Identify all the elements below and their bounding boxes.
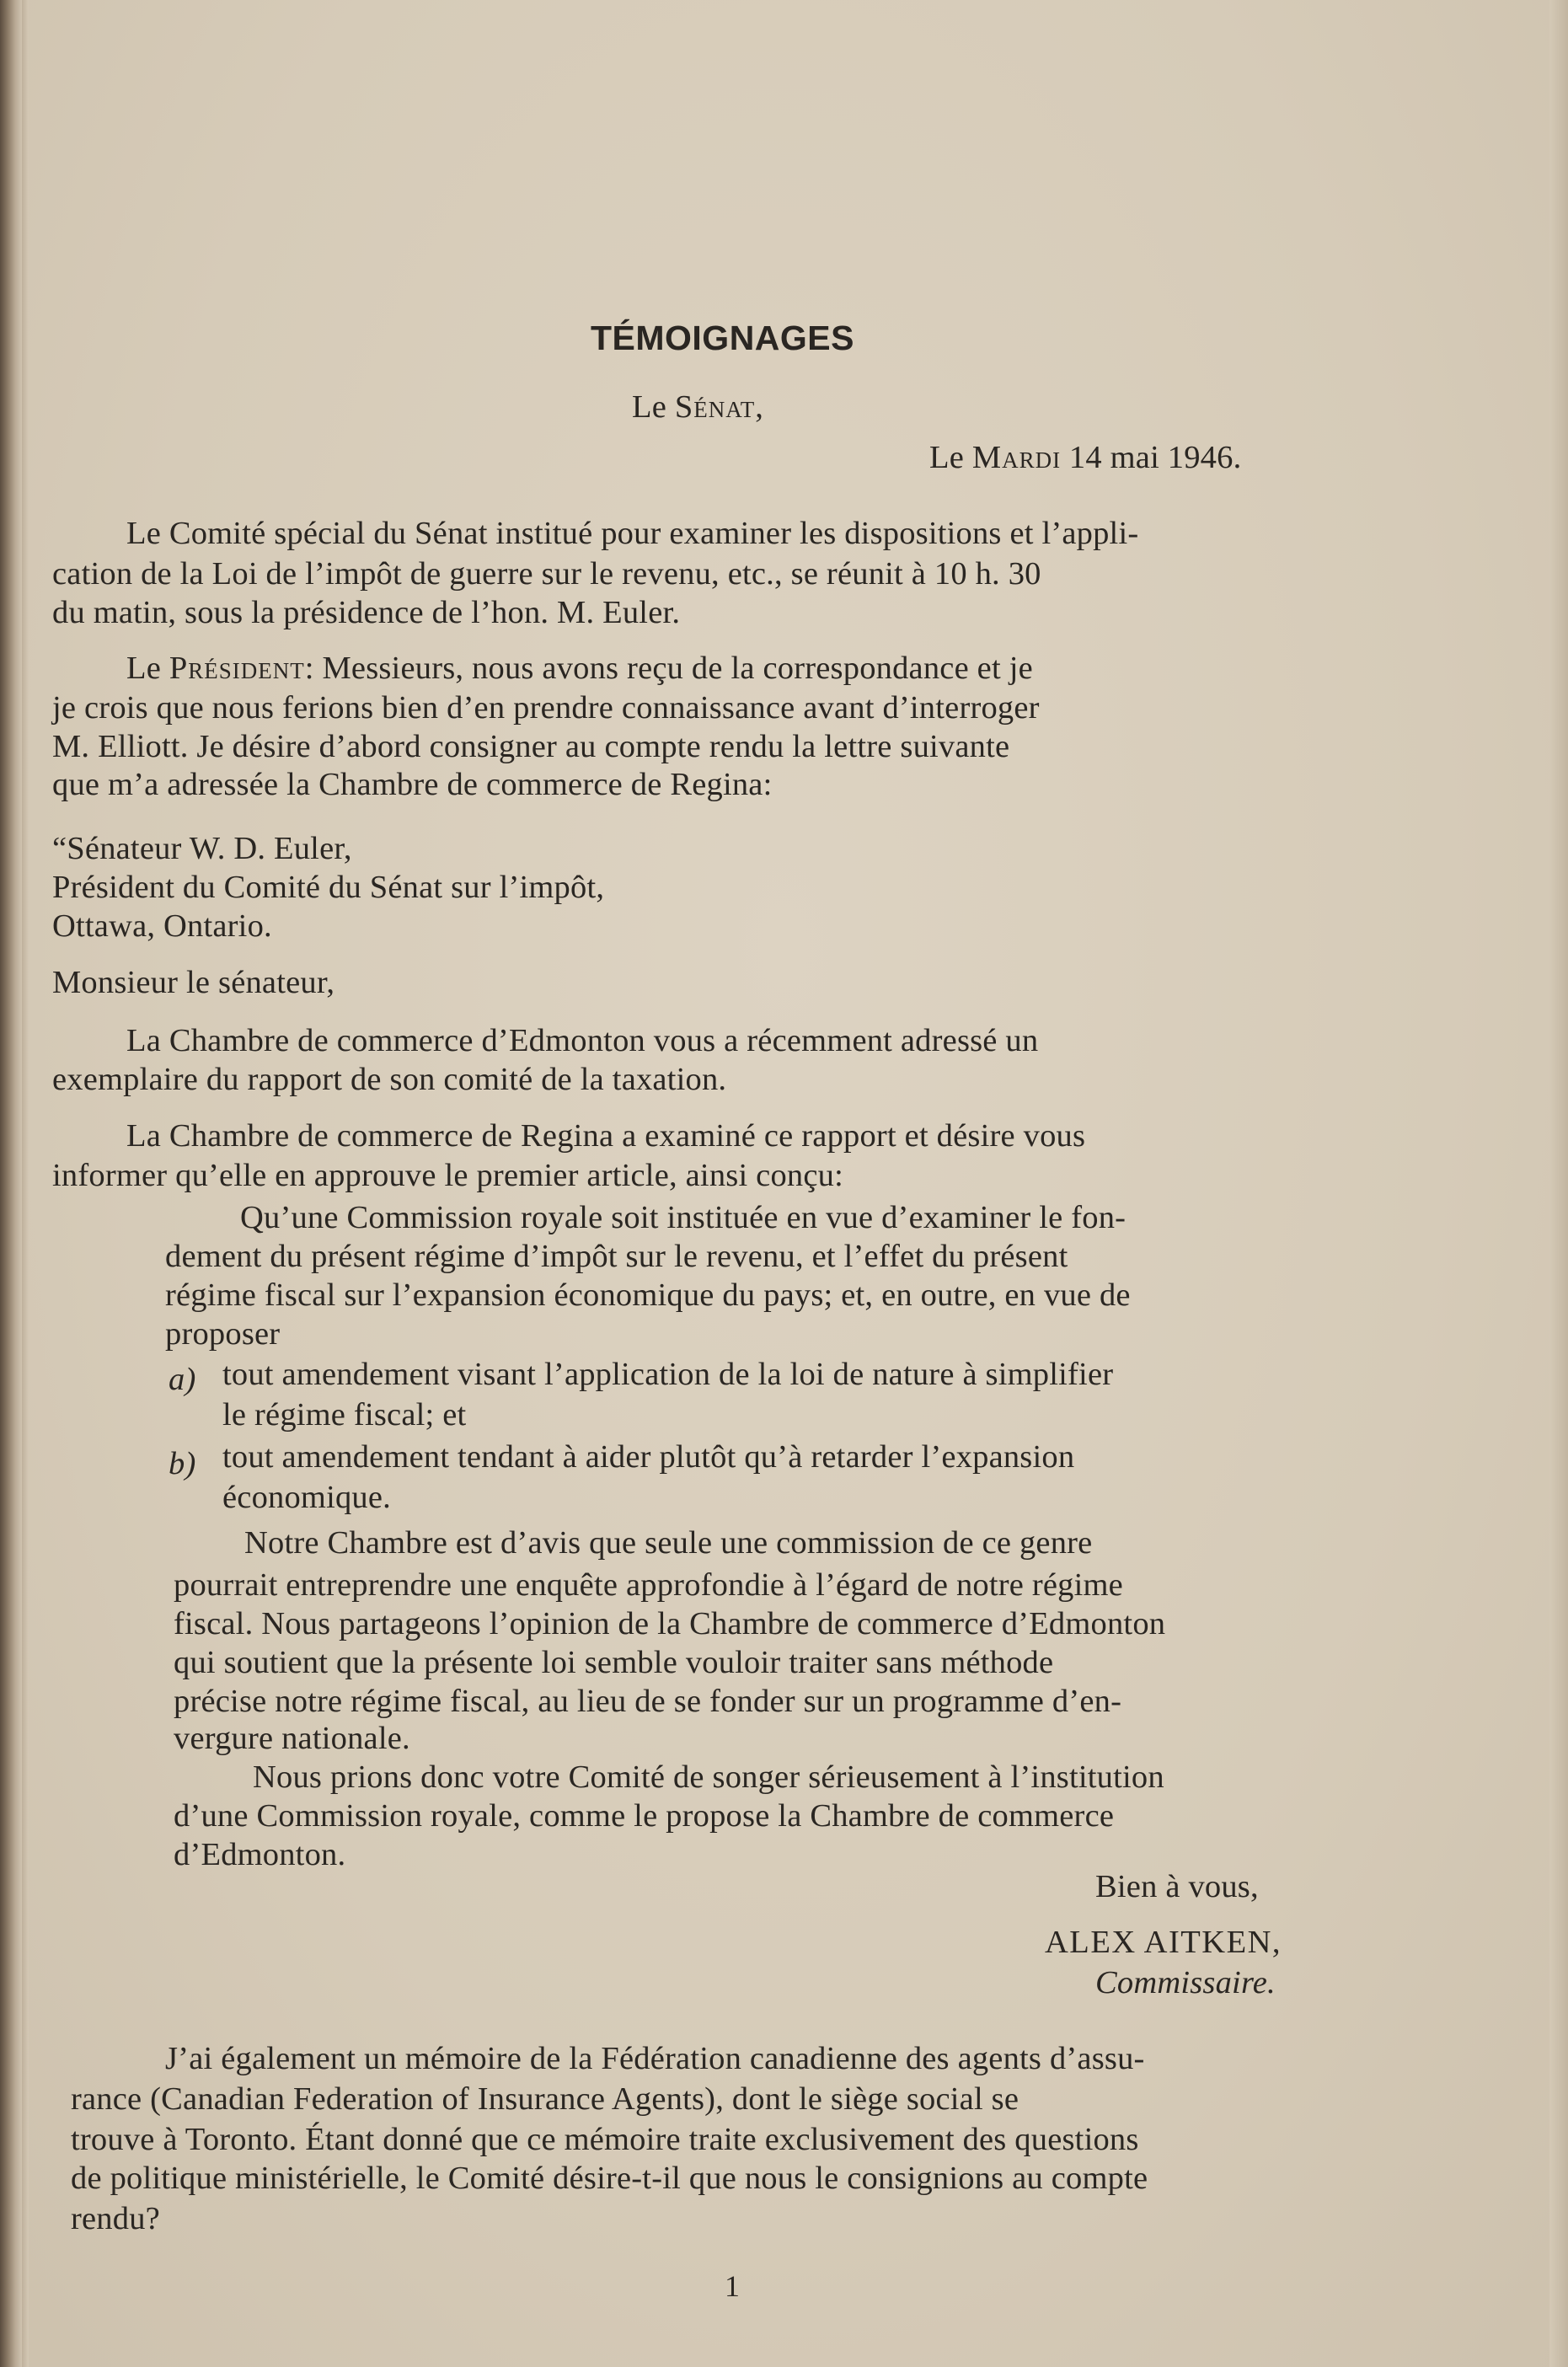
letter-paragraph-line: La Chambre de commerce d’Edmonton vous a récemment adressé un (126, 1023, 1039, 1058)
quoted-paragraph-line: d’Edmonton. (174, 1837, 346, 1872)
item-a-label: a) (169, 1362, 196, 1397)
page-right-edge (1549, 0, 1568, 2367)
letter-address-line: “Sénateur W. D. Euler, (52, 831, 352, 866)
quoted-paragraph-line: Nous prions donc votre Comité de songer sérieusement à l’institution (253, 1759, 1164, 1795)
quoted-article-line: Qu’une Commission royale soit instituée en vue d’examiner le fon- (240, 1200, 1126, 1235)
final-paragraph-line: rendu? (71, 2201, 160, 2236)
quoted-article-line: régime fiscal sur l’expansion économique du pays; et, en outre, en vue de (165, 1277, 1131, 1313)
letter-paragraph-line: exemplaire du rapport de son comité de la taxation. (52, 1062, 727, 1097)
letter-paragraph-line: informer qu’elle en approuve le premier article, ainsi conçu: (52, 1158, 844, 1193)
president-speech-line: M. Elliott. Je désire d’abord consigner au compte rendu la lettre suivante (52, 729, 1010, 764)
letter-address-line: Ottawa, Ontario. (52, 908, 272, 944)
date-line: Le Mardi 14 mai 1946. (929, 440, 1242, 475)
letter-paragraph-line: La Chambre de commerce de Regina a examiné ce rapport et désire vous (126, 1118, 1086, 1154)
page-title: TÉMOIGNAGES (590, 319, 855, 357)
signer-title: Commissaire. (1095, 1965, 1276, 2000)
letter-closing: Bien à vous, (1095, 1869, 1259, 1904)
final-paragraph-line: J’ai également un mémoire de la Fédération canadienne des agents d’assu- (165, 2041, 1145, 2076)
item-b-line: économique. (222, 1480, 391, 1515)
final-paragraph-line: rance (Canadian Federation of Insurance Agents), dont le siège social se (71, 2081, 1019, 2117)
president-speech-first-line: Le Président: Messieurs, nous avons reçu de la correspondance et je (126, 651, 1033, 686)
intro-line: cation de la Loi de l’impôt de guerre sur le revenu, etc., se réunit à 10 h. 30 (52, 556, 1041, 592)
quoted-paragraph-line: qui soutient que la présente loi semble vouloir traiter sans méthode (174, 1645, 1054, 1680)
intro-line: du matin, sous la présidence de l’hon. M. Euler. (52, 595, 681, 630)
president-speech-line: je crois que nous ferions bien d’en prendre connaissance avant d’interroger (52, 690, 1040, 726)
item-b-line: tout amendement tendant à aider plutôt qu’à retarder l’expansion (222, 1439, 1075, 1475)
quoted-paragraph-line: vergure nationale. (174, 1721, 410, 1756)
quoted-article-line: proposer (165, 1316, 281, 1352)
quoted-paragraph-line: précise notre régime fiscal, au lieu de se fonder sur un programme d’en- (174, 1684, 1122, 1719)
quoted-article-line: dement du présent régime d’impôt sur le revenu, et l’effet du présent (165, 1239, 1068, 1274)
intro-line: Le Comité spécial du Sénat institué pour examiner les dispositions et l’appli- (126, 516, 1139, 551)
letter-salutation: Monsieur le sénateur, (52, 965, 335, 1000)
quoted-paragraph-line: Notre Chambre est d’avis que seule une commission de ce genre (244, 1525, 1093, 1561)
quoted-paragraph-line: fiscal. Nous partageons l’opinion de la Chambre de commerce d’Edmonton (174, 1606, 1166, 1641)
final-paragraph-line: de politique ministérielle, le Comité désire-t-il que nous le consignions au compte (71, 2161, 1148, 2196)
item-b-label: b) (169, 1446, 196, 1481)
senat-heading: Le Sénat, (632, 389, 764, 425)
item-a-line: tout amendement visant l’application de la loi de nature à simplifier (222, 1357, 1114, 1392)
page-number: 1 (725, 2269, 740, 2303)
letter-address-line: Président du Comité du Sénat sur l’impôt, (52, 870, 605, 905)
president-speech-line: que m’a adressée la Chambre de commerce de Regina: (52, 767, 773, 802)
item-a-line: le régime fiscal; et (222, 1397, 467, 1433)
signer-name: ALEX AITKEN, (1045, 1925, 1282, 1960)
president-label: Président (169, 651, 305, 686)
quoted-paragraph-line: d’une Commission royale, comme le propose la Chambre de commerce (174, 1798, 1115, 1834)
quoted-paragraph-line: pourrait entreprendre une enquête approfondie à l’égard de notre régime (174, 1567, 1123, 1603)
final-paragraph-line: trouve à Toronto. Étant donné que ce mémoire traite exclusivement des questions (71, 2122, 1139, 2157)
